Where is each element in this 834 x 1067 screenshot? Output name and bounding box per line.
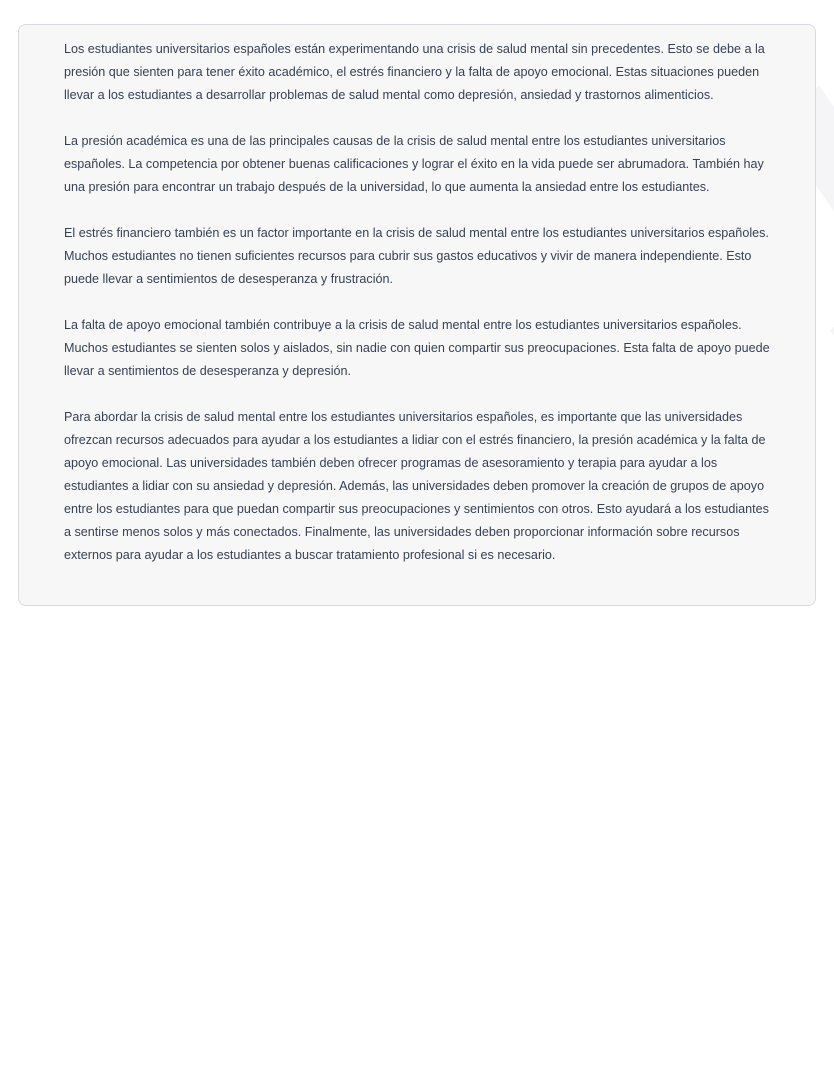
message-paragraph: El estrés financiero también es un factor importante en la crisis de salud mental entre los estudiantes universitarios españoles. Muchos estudiantes no tienen suficientes recursos para cubrir sus gastos educativos y vivir de manera independiente. Esto puede llevar a sentimientos de desesperanza y frustración. — [64, 226, 769, 286]
message-paragraph: Para abordar la crisis de salud mental entre los estudiantes universitarios españoles, es importante que las universidades ofrezcan recursos adecuados para ayudar a los estudiantes a lidiar con el estrés financiero, la presión académica y la falta de apoyo emocional. Las universidades también deben ofrecer programas de asesoramiento y terapia para ayudar a los estudiantes a lidiar con su ansiedad y depresión. Además, las universidades deben promover la creación de grupos de apoyo entre los estudiantes para que puedan compartir sus preocupaciones y sentimientos con otros. Esto ayudará a los estudiantes a sentirse menos solos y más conectados. Finalmente, las universidades deben proporcionar información sobre recursos externos para ayudar a los estudiantes a buscar tratamiento profesional si es necesario. — [64, 410, 769, 562]
message-card — [18, 24, 816, 606]
message-paragraph: La presión académica es una de las principales causas de la crisis de salud mental entre los estudiantes universitarios españoles. La competencia por obtener buenas calificaciones y lograr el éxito en la vida puede ser abrumadora. También hay una presión para encontrar un trabajo después de la universidad, lo que aumenta la ansiedad entre los estudiantes. — [64, 134, 764, 194]
message-paragraph: La falta de apoyo emocional también contribuye a la crisis de salud mental entre los estudiantes universitarios españoles. Muchos estudiantes se sienten solos y aislados, sin nadie con quien compartir sus preocupaciones. Esta falta de apoyo puede llevar a sentimientos de desesperanza y depresión. — [64, 318, 770, 378]
background-decoration — [830, 296, 834, 1067]
message-paragraph: Los estudiantes universitarios españoles están experimentando una crisis de salud mental sin precedentes. Esto se debe a la presión que sienten para tener éxito académico, el estrés financiero y la falta de apoyo emocional. Estas situaciones pueden llevar a los estudiantes a desarrollar problemas de salud mental como depresión, ansiedad y trastornos alimenticios. — [64, 42, 765, 102]
